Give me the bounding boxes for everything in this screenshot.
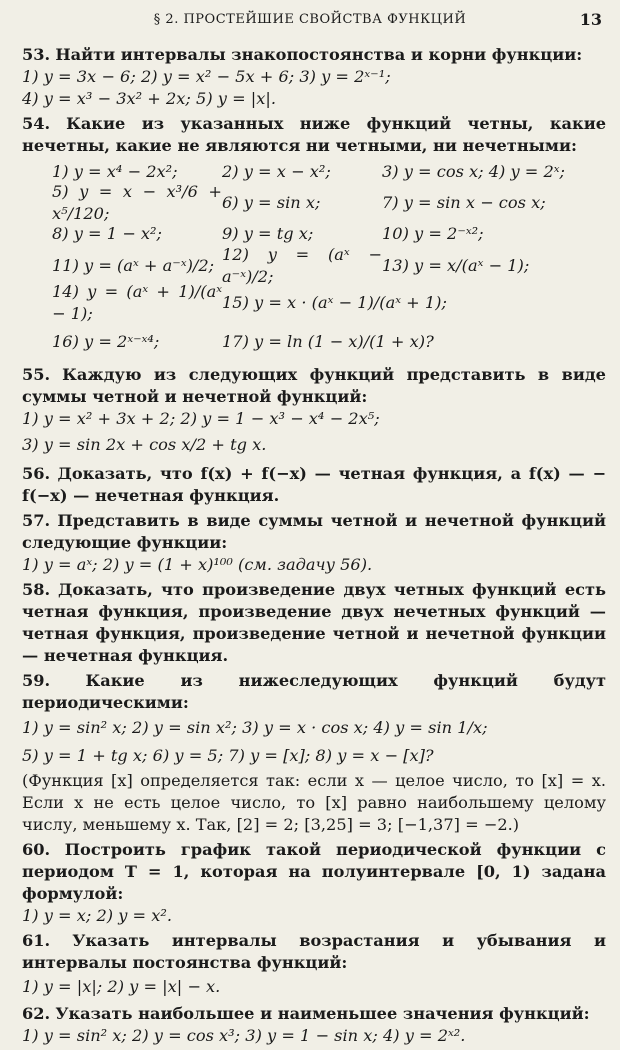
running-head: § 2. ПРОСТЕЙШИЕ СВОЙСТВА ФУНКЦИЙ [153, 12, 467, 27]
problem-number: 56. [22, 464, 51, 483]
definition-note: (Функция [x] определяется так: если x — целое число, то [x] = x. Если x не есть целое число, то [x] равно наибольшему целому числу, меньшему x. Так, [2] = 2; [3,25] = 3; [−1,37] = −2.) [22, 771, 606, 834]
formula-row [22, 283, 606, 323]
problem-statement: Указать наибольшее и наименьшее значения функций: [55, 1004, 590, 1023]
formula-line: 1) y = |x|; 2) y = |x| − x. [22, 977, 221, 996]
formula-row [22, 182, 606, 223]
problem-number: 54. [22, 114, 51, 133]
problem-58 [22, 579, 606, 667]
formula-line: 1) y = aˣ; 2) y = (1 + x)¹⁰⁰ (см. задачу 56). [22, 555, 373, 574]
problem-number: 62. [22, 1004, 51, 1023]
formula: 6) y = sin x; [222, 193, 321, 212]
problem-statement: Какие из указанных ниже функций четны, какие нечетны, какие не являются ни четными, ни нечетными: [22, 114, 607, 155]
formula: 11) y = (aˣ + a⁻ˣ)/2; [52, 256, 215, 275]
formula-row [22, 323, 606, 361]
problem-number: 55. [22, 365, 51, 384]
formula-line: 1) y = x² + 3x + 2; 2) y = 1 − x³ − x⁴ − 2x⁵; [22, 409, 380, 428]
problem-59 [22, 670, 606, 836]
formula: 9) y = tg x; [222, 224, 314, 243]
formula: 14) y = (aˣ + 1)/(aˣ − 1); [52, 282, 222, 323]
formula: 5) y = x − x³/6 + x⁵/120; [52, 182, 222, 223]
problem-statement: Указать интервалы возрастания и убывания и интервалы постоянства функций: [22, 931, 606, 972]
formula-row [22, 245, 606, 286]
formula: 8) y = 1 − x²; [52, 224, 162, 243]
formula-line: 5) y = 1 + tg x; 6) y = 5; 7) y = [x]; 8) y = x − [x]? [22, 746, 434, 765]
problem-number: 61. [22, 931, 51, 950]
formula: 15) y = x · (aˣ − 1)/(aˣ + 1); [222, 293, 447, 312]
formula: 12) y = (aˣ − a⁻ˣ)/2; [222, 245, 382, 286]
formula-line: 1) y = sin² x; 2) y = cos x³; 3) y = 1 − sin x; 4) y = 2ˣ². [22, 1026, 466, 1045]
formula: 7) y = sin x − cos x; [382, 193, 546, 212]
formula-line: 3) y = sin 2x + cos x/2 + tg x. [22, 435, 267, 454]
problem-number: 58. [22, 580, 51, 599]
formula: 2) y = x − x²; [222, 162, 331, 181]
formula: 10) y = 2⁻ˣ²; [382, 224, 484, 243]
problem-statement: Представить в виде суммы четной и нечетной функций следующие функции: [22, 511, 606, 552]
problem-55 [22, 364, 606, 460]
problem-number: 60. [22, 840, 51, 859]
problem-statement: Построить график такой периодической функции с периодом T = 1, которая на полуинтервале [0, 1) задана формулой: [22, 840, 606, 903]
problem-statement: Доказать, что произведение двух четных функций есть четная функция, произведение двух нечетных функций — четная функция, произведение четной и нечетной функции — нечетная функция. [22, 580, 606, 665]
problem-statement: Доказать, что f(x) + f(−x) — четная функция, а f(x) — − f(−x) — нечетная функция. [22, 464, 607, 505]
formula: 1) y = x⁴ − 2x²; [52, 162, 178, 181]
formula: 17) y = ln (1 − x)/(1 + x)? [222, 332, 434, 351]
problem-number: 53. [22, 45, 51, 64]
page-header [0, 8, 620, 32]
problem-60 [22, 839, 606, 927]
formula-line: 1) y = x; 2) y = x². [22, 906, 173, 925]
formula-line: 1) y = 3x − 6; 2) y = x² − 5x + 6; 3) y = 2ˣ⁻¹; [22, 67, 391, 86]
formula: 16) y = 2ˣ⁻ˣ⁴; [52, 332, 160, 351]
problems-body [22, 44, 606, 1050]
problem-53 [22, 44, 606, 110]
problem-61 [22, 930, 606, 1000]
problem-statement: Какие из нижеследующих функций будут периодическими: [22, 671, 606, 712]
problem-54 [22, 113, 606, 361]
problem-number: 59. [22, 671, 51, 690]
problem-number: 57. [22, 511, 51, 530]
problem-56 [22, 463, 606, 507]
formula: 3) y = cos x; 4) y = 2ˣ; [382, 162, 566, 181]
problem-statement: Найти интервалы знакопостоянства и корни функции: [55, 45, 583, 64]
problem-statement: Каждую из следующих функций представить в виде суммы четной и нечетной функций: [22, 365, 606, 406]
formula-line: 4) y = x³ − 3x² + 2x; 5) y = |x|. [22, 89, 276, 108]
formula-line: 1) y = sin² x; 2) y = sin x²; 3) y = x · cos x; 4) y = sin 1/x; [22, 718, 488, 737]
formula: 13) y = x/(aˣ − 1); [382, 256, 530, 275]
page-number: 13 [579, 10, 602, 29]
problem-57 [22, 510, 606, 576]
